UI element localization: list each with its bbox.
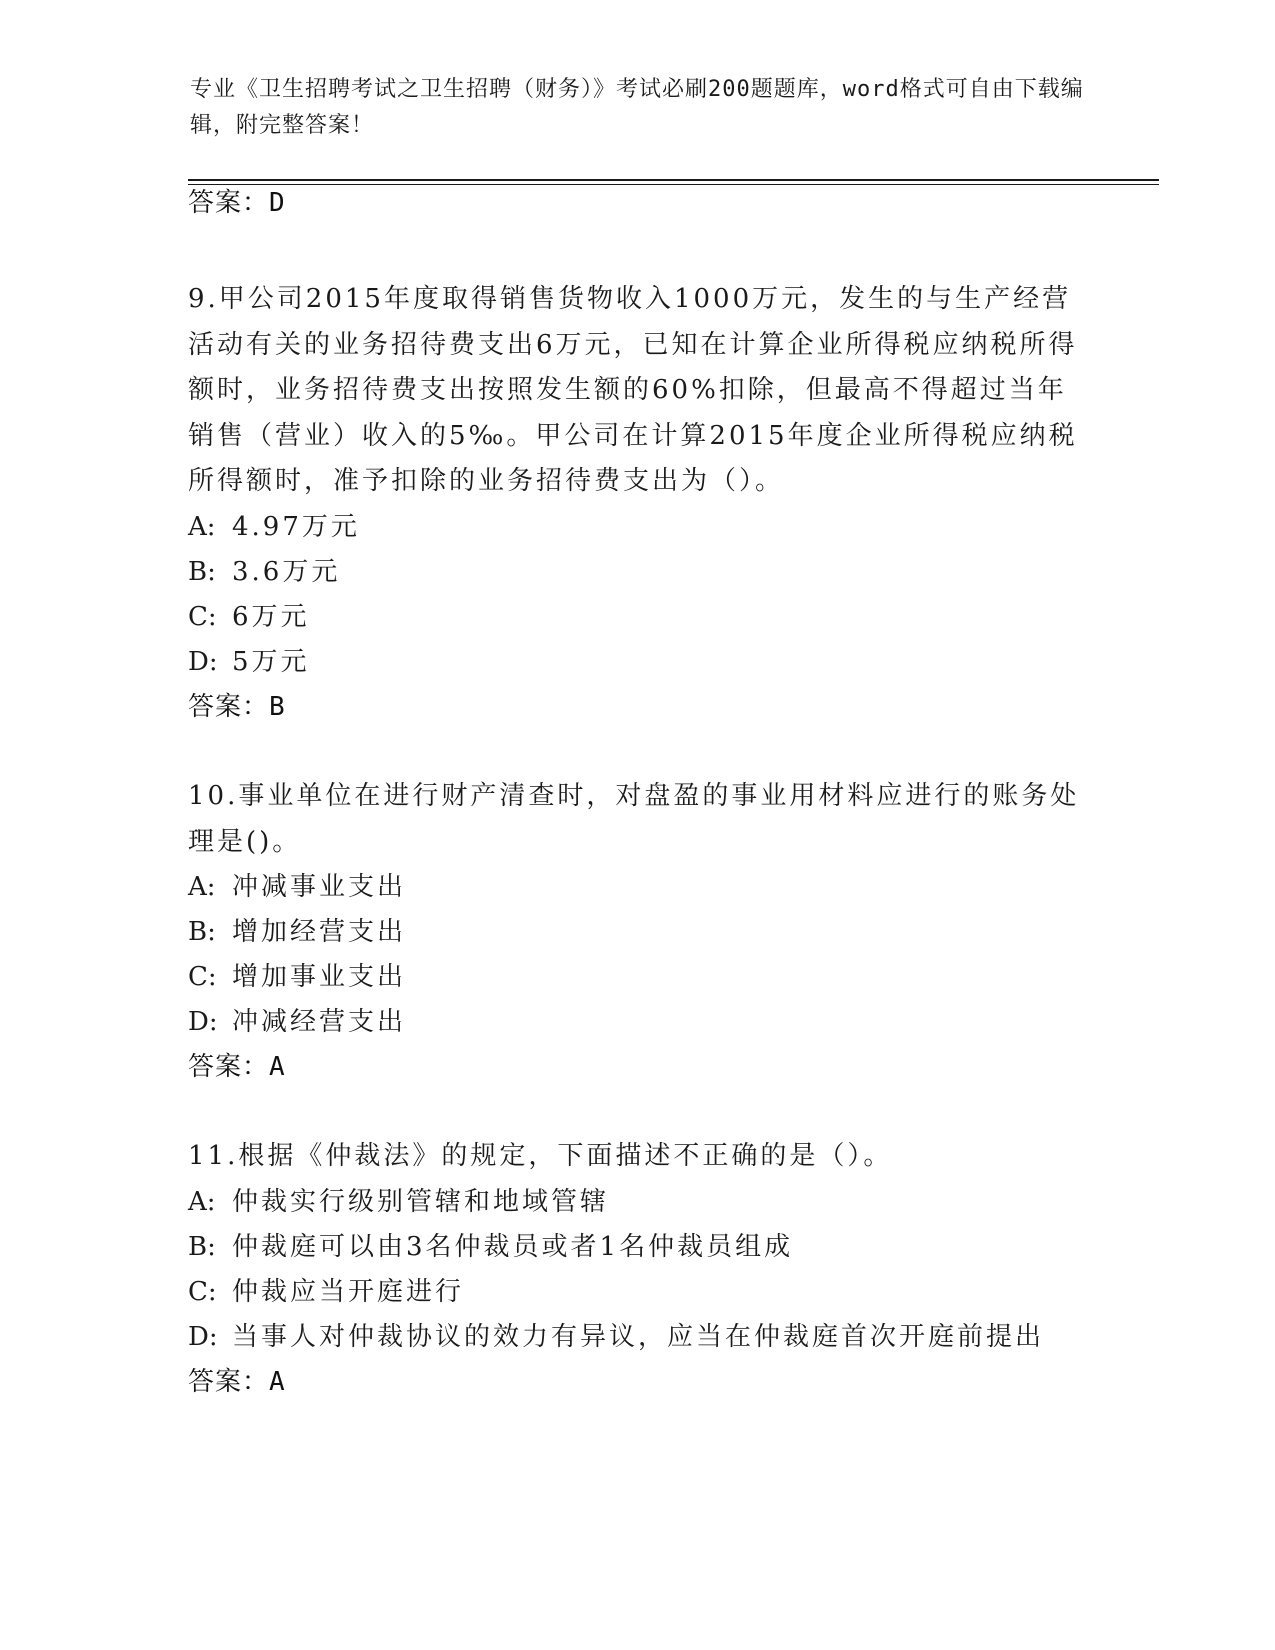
question-9-option-d: [188, 645, 310, 679]
option-text: 仲裁庭可以由3名仲裁员或者1名仲裁员组成: [232, 1232, 794, 1262]
option-text: 5万元: [232, 647, 310, 677]
question-10-option-d: [188, 1005, 406, 1039]
option-text: 冲减事业支出: [232, 872, 407, 902]
document-header: 专业《卫生招聘考试之卫生招聘（财务）》考试必刷200题题库，word格式可自由下载编辑，附完整答案！: [190, 77, 1084, 138]
option-text: 6万元: [232, 602, 310, 632]
option-letter: D:: [188, 1322, 218, 1352]
option-text: 4.97万元: [232, 512, 360, 542]
option-letter: D:: [188, 1007, 218, 1037]
question-10-option-b: [188, 915, 406, 949]
question-11-option-a: [188, 1185, 609, 1219]
header-divider-thick: [188, 179, 1159, 181]
question-11-text: 11.根据《仲裁法》的规定，下面描述不正确的是（）。: [188, 1141, 893, 1171]
option-letter: D:: [188, 647, 218, 677]
question-9-option-b: [188, 555, 340, 589]
option-text: 3.6万元: [232, 557, 341, 587]
option-text: 增加事业支出: [232, 962, 407, 992]
option-letter: B:: [188, 1232, 216, 1262]
option-letter: C:: [188, 962, 217, 992]
option-text: 当事人对仲裁协议的效力有异议，应当在仲裁庭首次开庭前提出: [232, 1322, 1045, 1352]
header-divider-thin: [188, 184, 1159, 185]
option-text: 冲减经营支出: [232, 1007, 407, 1037]
option-letter: A:: [188, 872, 216, 902]
question-11-option-c: [188, 1275, 464, 1309]
question-11-option-d: [188, 1320, 1044, 1354]
question-10-answer: 答案：A: [188, 1052, 286, 1082]
previous-answer: 答案：D: [188, 188, 286, 218]
question-9-option-c: [188, 600, 310, 634]
question-9-option-a: [188, 510, 360, 544]
option-text: 仲裁应当开庭进行: [232, 1277, 465, 1307]
question-9-text: 9.甲公司2015年度取得销售货物收入1000万元，发生的与生产经营活动有关的业务招待费支出6万元，已知在计算企业所得税应纳税所得额时，业务招待费支出按照发生额的60%扣除，但最高不得超过当年销售（营业）收入的5‰。甲公司在计算2015年度企业所得税应纳税所得额时，准予扣除的业务招待费支出为（）。: [188, 284, 1078, 496]
question-9-answer: 答案：B: [188, 692, 286, 722]
option-text: 仲裁实行级别管辖和地域管辖: [232, 1187, 610, 1217]
question-11-answer: 答案：A: [188, 1367, 286, 1397]
option-letter: B:: [188, 917, 216, 947]
question-11-option-b: [188, 1230, 793, 1264]
option-letter: C:: [188, 1277, 217, 1307]
option-letter: A:: [188, 1187, 216, 1217]
option-text: 增加经营支出: [232, 917, 407, 947]
option-letter: A:: [188, 512, 216, 542]
question-10-text: 10.事业单位在进行财产清查时，对盘盈的事业用材料应进行的账务处理是()。: [188, 781, 1080, 857]
question-10-option-c: [188, 960, 406, 994]
option-letter: C:: [188, 602, 217, 632]
option-letter: B:: [188, 557, 216, 587]
question-10-option-a: [188, 870, 406, 904]
